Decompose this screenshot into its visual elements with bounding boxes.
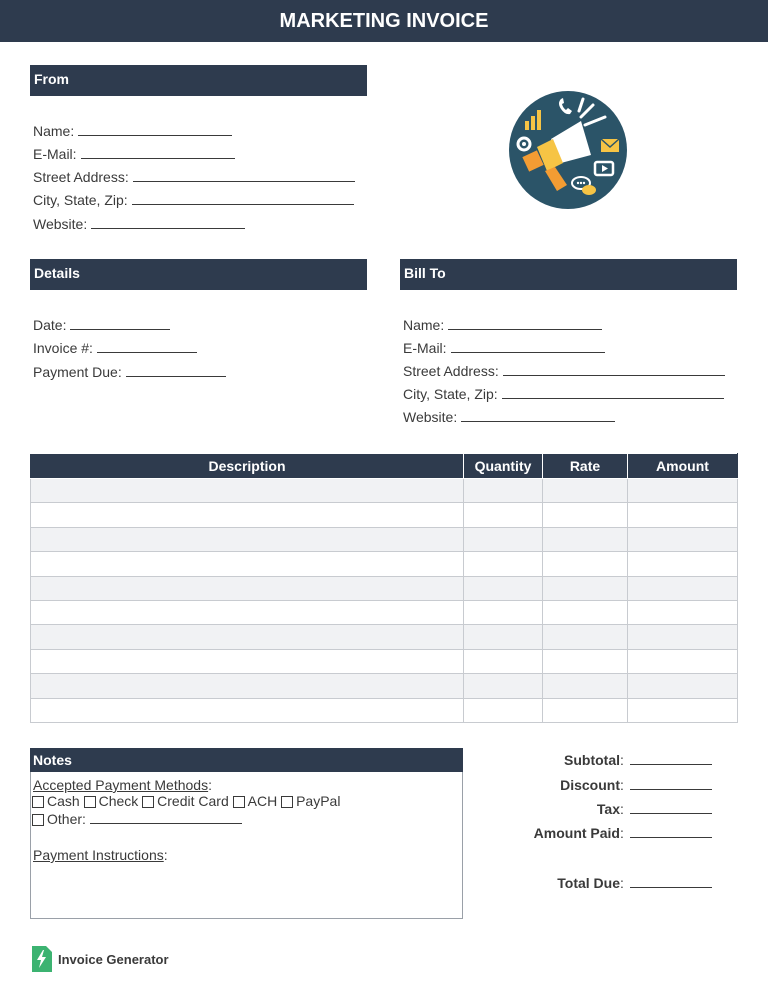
total-due-line[interactable] [630, 874, 712, 888]
bill-email-line[interactable] [451, 339, 605, 353]
other-label: Other: [47, 811, 86, 827]
description-cell[interactable] [31, 674, 464, 698]
table-row [31, 503, 738, 527]
discount-line[interactable] [630, 776, 712, 790]
bill-name-line[interactable] [448, 316, 602, 330]
payment-methods-label: Accepted Payment Methods [33, 777, 209, 793]
megaphone-marketing-icon [509, 91, 627, 209]
quantity-cell[interactable] [464, 479, 543, 503]
from-name-label: Name: [33, 123, 75, 139]
rate-cell[interactable] [543, 649, 628, 673]
description-cell[interactable] [31, 625, 464, 649]
bill-website-label: Website: [403, 409, 458, 425]
bill-email-label: E-Mail: [403, 340, 447, 356]
quantity-cell[interactable] [464, 649, 543, 673]
items-table [30, 453, 738, 723]
quantity-cell[interactable] [464, 600, 543, 624]
amount-cell[interactable] [628, 698, 738, 722]
amount-cell[interactable] [628, 503, 738, 527]
amount-cell[interactable] [628, 479, 738, 503]
description-cell[interactable] [31, 649, 464, 673]
total-due-row: Total Due: [500, 874, 712, 891]
from-email-line[interactable] [81, 145, 235, 159]
other-checkbox[interactable] [32, 814, 44, 826]
description-cell[interactable] [31, 527, 464, 551]
bill-name-field[interactable] [403, 316, 602, 334]
rate-cell[interactable] [543, 479, 628, 503]
amount-cell[interactable] [628, 649, 738, 673]
items-header-row [31, 454, 738, 479]
discount-label: Discount [560, 777, 620, 793]
paypal-checkbox[interactable] [281, 796, 293, 808]
quantity-cell[interactable] [464, 698, 543, 722]
description-cell[interactable] [31, 600, 464, 624]
from-website-label: Website: [33, 216, 88, 232]
payment-methods-row [32, 792, 340, 810]
other-method-row [32, 810, 242, 828]
payment-due-line[interactable] [126, 363, 226, 377]
bill-email-field[interactable] [403, 339, 605, 357]
rate-cell[interactable] [543, 625, 628, 649]
column-quantity: Quantity [464, 454, 543, 479]
invoice-title: MARKETING INVOICE [0, 0, 768, 42]
check-checkbox[interactable] [84, 796, 96, 808]
payment-methods-heading: Accepted Payment Methods: [33, 777, 212, 793]
payment-due-label: Payment Due: [33, 364, 122, 380]
bill-to-header: Bill To [400, 259, 737, 290]
ach-checkbox[interactable] [233, 796, 245, 808]
invoice-number-line[interactable] [97, 339, 197, 353]
amount-cell[interactable] [628, 674, 738, 698]
from-website-line[interactable] [91, 215, 245, 229]
rate-cell[interactable] [543, 698, 628, 722]
quantity-cell[interactable] [464, 552, 543, 576]
amount-paid-line[interactable] [630, 824, 712, 838]
rate-cell[interactable] [543, 503, 628, 527]
from-city-line[interactable] [132, 191, 354, 205]
from-street-field[interactable] [33, 168, 355, 186]
amount-cell[interactable] [628, 600, 738, 624]
column-description: Description [31, 454, 464, 479]
date-line[interactable] [70, 316, 170, 330]
cash-checkbox[interactable] [32, 796, 44, 808]
credit-card-label: Credit Card [157, 793, 229, 809]
table-row [31, 674, 738, 698]
table-row [31, 552, 738, 576]
from-email-label: E-Mail: [33, 146, 77, 162]
from-email-field[interactable] [33, 145, 235, 163]
total-due-label: Total Due [557, 875, 620, 891]
cash-label: Cash [47, 793, 80, 809]
description-cell[interactable] [31, 552, 464, 576]
bill-street-label: Street Address: [403, 363, 499, 379]
column-amount: Amount [628, 454, 738, 479]
subtotal-row: Subtotal: [500, 751, 712, 768]
notes-box [30, 748, 463, 919]
table-row [31, 625, 738, 649]
description-cell[interactable] [31, 479, 464, 503]
amount-cell[interactable] [628, 552, 738, 576]
details-header: Details [30, 259, 367, 290]
payment-due-field[interactable] [33, 363, 226, 381]
other-line[interactable] [90, 810, 242, 824]
from-street-line[interactable] [133, 168, 355, 182]
rate-cell[interactable] [543, 576, 628, 600]
from-street-label: Street Address: [33, 169, 129, 185]
rate-cell[interactable] [543, 600, 628, 624]
rate-cell[interactable] [543, 527, 628, 551]
discount-row: Discount: [500, 776, 712, 793]
rate-cell[interactable] [543, 674, 628, 698]
invoice-number-field[interactable] [33, 339, 197, 357]
ach-label: ACH [247, 793, 278, 809]
footer-brand-label: Invoice Generator [58, 952, 169, 967]
lightning-bolt-icon [32, 946, 52, 972]
payment-instructions-heading: Payment Instructions: [33, 847, 168, 863]
paypal-label: PayPal [296, 793, 341, 809]
bill-website-line[interactable] [461, 408, 615, 422]
table-row [31, 698, 738, 722]
amount-cell[interactable] [628, 576, 738, 600]
column-rate: Rate [543, 454, 628, 479]
bill-street-field[interactable] [403, 362, 725, 380]
from-header: From [30, 65, 367, 96]
description-cell[interactable] [31, 503, 464, 527]
invoice-number-label: Invoice #: [33, 340, 93, 356]
amount-cell[interactable] [628, 527, 738, 551]
description-cell[interactable] [31, 698, 464, 722]
subtotal-label: Subtotal [564, 752, 620, 768]
quantity-cell[interactable] [464, 674, 543, 698]
table-row [31, 600, 738, 624]
from-name-field[interactable] [33, 122, 232, 140]
quantity-cell[interactable] [464, 527, 543, 551]
amount-paid-row: Amount Paid: [500, 824, 712, 841]
from-city-label: City, State, Zip: [33, 192, 128, 208]
bill-name-label: Name: [403, 317, 445, 333]
description-cell[interactable] [31, 576, 464, 600]
payment-instructions-label: Payment Instructions [33, 847, 164, 863]
bill-city-label: City, State, Zip: [403, 386, 498, 402]
amount-cell[interactable] [628, 625, 738, 649]
notes-header: Notes [30, 748, 463, 772]
bill-street-line[interactable] [503, 362, 725, 376]
from-name-line[interactable] [78, 122, 232, 136]
date-label: Date: [33, 317, 67, 333]
amount-paid-label: Amount Paid [533, 825, 620, 841]
from-website-field[interactable] [33, 215, 245, 233]
subtotal-line[interactable] [630, 751, 712, 765]
check-label: Check [98, 793, 139, 809]
from-city-field[interactable] [33, 191, 354, 209]
tax-label: Tax [596, 801, 620, 817]
table-row [31, 576, 738, 600]
bill-website-field[interactable] [403, 408, 615, 426]
date-field[interactable] [33, 316, 170, 334]
table-row [31, 649, 738, 673]
credit-card-checkbox[interactable] [142, 796, 154, 808]
table-row [31, 479, 738, 503]
tax-line[interactable] [630, 800, 712, 814]
tax-row: Tax: [500, 800, 712, 817]
quantity-cell[interactable] [464, 576, 543, 600]
table-row [31, 527, 738, 551]
quantity-cell[interactable] [464, 625, 543, 649]
bill-city-field[interactable] [403, 385, 724, 403]
bill-city-line[interactable] [502, 385, 724, 399]
quantity-cell[interactable] [464, 503, 543, 527]
rate-cell[interactable] [543, 552, 628, 576]
